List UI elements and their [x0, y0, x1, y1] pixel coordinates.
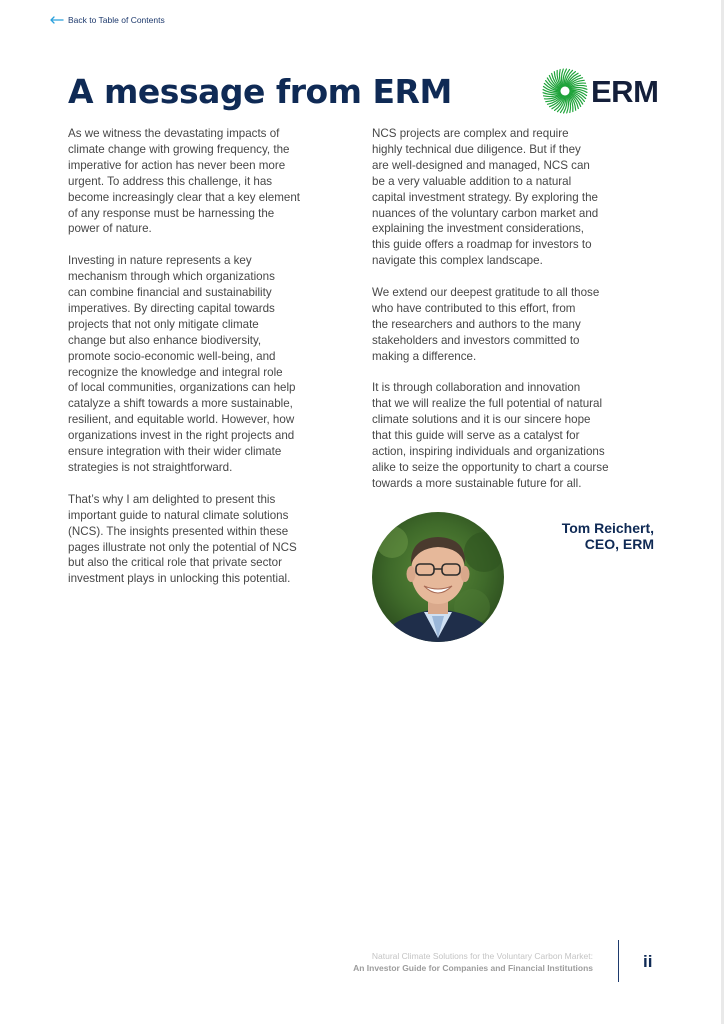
footer-line-1: Natural Climate Solutions for the Voluntary Carbon Market: — [371, 951, 593, 961]
paragraph: As we witness the devastating impacts of climate change with growing frequency, the imperative for action has never been more urgent. To address this challenge, it has become increasingly clear that a key element of any response must be harnessing the power of nature. — [68, 127, 300, 236]
footer-publication-title — [353, 951, 593, 973]
signature-block — [562, 520, 654, 552]
signatory-role: CEO, ERM — [584, 536, 654, 552]
paragraph: We extend our deepest gratitude to all those who have contributed to this effort, from the researchers and authors to the many stakeholders and investors committed to making a difference. — [372, 286, 600, 363]
paragraph: It is through collaboration and innovation that we will realize the full potential of natural climate solutions and it is our sincere hope that this guide will serve as a catalyst for action, inspiring individuals and organizations alike to seize the opportunity to chart a course towards a more sustainable future for all. — [372, 381, 609, 490]
paragraph: That’s why I am delighted to present this important guide to natural climate solutions (NCS). The insights presented within these pages illustrate not only the potential of NCS but also the critical role that private sector investment plays in unlocking this potential. — [68, 492, 297, 586]
logo-wordmark: ERM — [591, 73, 659, 109]
ceo-portrait-photo — [372, 512, 504, 642]
footer-line-2: An Investor Guide for Companies and Financial Institutions — [353, 963, 593, 973]
paragraph: Investing in nature represents a key mechanism through which organizations can combine financial and sustainability imperatives. By directing capital towards projects that not only mitigate climate change but also enhance biodiversity, promote socio-economic well-being, and recognize the knowledge and integral role of local communities, organizations can help catalyze a shift towards a more sustainable, resilient, and equitable world. However, how organizations invest in the right projects and ensure integration with their wider climate strategies is not straightforward. — [68, 254, 296, 475]
paragraph: NCS projects are complex and require highly technical due diligence. But if they are well-designed and managed, NCS can be a very valuable addition to a natural capital investment strategy. By exploring the nuances of the voluntary carbon market and explaining the investment considerations, this guide offers a roadmap for investors to navigate this complex landscape. — [372, 127, 599, 268]
back-link-label: Back to Table of Contents — [68, 15, 165, 25]
page-title: A message from ERM — [68, 72, 452, 111]
erm-logo — [542, 68, 658, 114]
arrow-left-icon — [50, 16, 64, 24]
letter-left-column — [68, 126, 352, 603]
signatory-name: Tom Reichert, — [561, 520, 654, 536]
footer-divider — [618, 940, 619, 982]
page-number: ii — [643, 952, 653, 971]
letter-right-column — [372, 126, 656, 508]
back-to-contents-link[interactable] — [50, 15, 165, 25]
erm-sunburst-logo-icon — [542, 68, 588, 114]
